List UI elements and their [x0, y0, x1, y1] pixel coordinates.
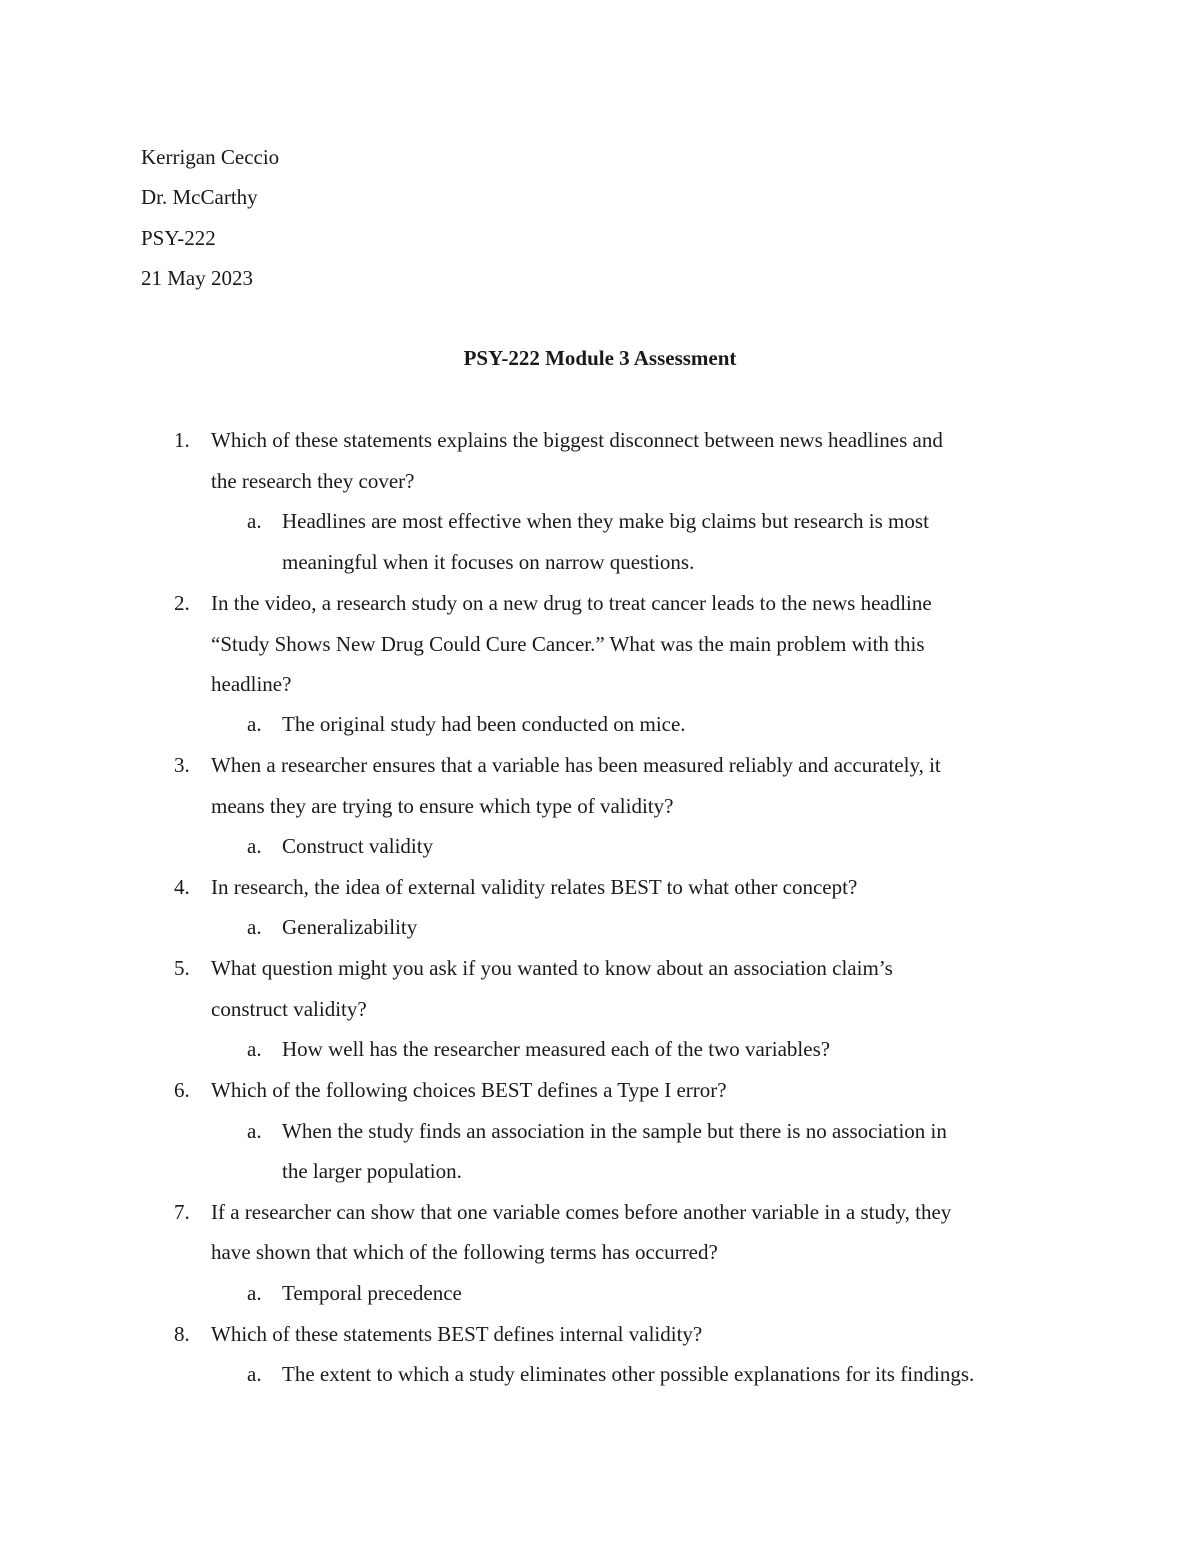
answer-letter: a. — [247, 1037, 262, 1061]
question-number: 5. — [174, 956, 190, 980]
question-text: In the video, a research study on a new drug to treat cancer leads to the news headline — [211, 591, 932, 615]
question-number: 4. — [174, 875, 190, 899]
answer-letter: a. — [247, 1362, 262, 1386]
answer-text: Construct validity — [282, 834, 434, 858]
question-text: Which of the following choices BEST defines a Type I error? — [211, 1078, 727, 1102]
question-text: means they are trying to ensure which type of validity? — [211, 794, 674, 818]
answer-text: The original study had been conducted on mice. — [282, 712, 686, 736]
question-text: What question might you ask if you wanted to know about an association claim’s — [211, 956, 893, 980]
question-text: construct validity? — [211, 997, 367, 1021]
question-text: If a researcher can show that one variable comes before another variable in a study, they — [211, 1200, 952, 1224]
question-number: 8. — [174, 1322, 190, 1346]
question-number: 7. — [174, 1200, 190, 1224]
document-title: PSY-222 Module 3 Assessment — [463, 346, 737, 370]
answer-letter: a. — [247, 834, 262, 858]
question-text: In research, the idea of external validity relates BEST to what other concept? — [211, 875, 858, 899]
submission-date: 21 May 2023 — [141, 266, 253, 290]
question-number: 6. — [174, 1078, 190, 1102]
answer-letter: a. — [247, 1281, 262, 1305]
answer-letter: a. — [247, 509, 262, 533]
answer-letter: a. — [247, 915, 262, 939]
question-text: headline? — [211, 672, 292, 696]
question-text: “Study Shows New Drug Could Cure Cancer.” What was the main problem with this — [211, 632, 925, 656]
question-text: the research they cover? — [211, 469, 415, 493]
answer-text: meaningful when it focuses on narrow questions. — [282, 550, 695, 574]
answer-letter: a. — [247, 1119, 262, 1143]
answer-text: Generalizability — [282, 915, 418, 939]
question-text: Which of these statements BEST defines internal validity? — [211, 1322, 703, 1346]
question-number: 3. — [174, 753, 190, 777]
question-text: Which of these statements explains the biggest disconnect between news headlines and — [211, 428, 943, 452]
question-number: 1. — [174, 428, 190, 452]
answer-text: Headlines are most effective when they make big claims but research is most — [282, 509, 929, 533]
answer-text: the larger population. — [282, 1159, 462, 1183]
answer-text: How well has the researcher measured each of the two variables? — [282, 1037, 831, 1061]
instructor-name: Dr. McCarthy — [141, 185, 258, 209]
question-text: When a researcher ensures that a variable has been measured reliably and accurately, it — [211, 753, 941, 777]
answer-text: Temporal precedence — [282, 1281, 462, 1305]
question-number: 2. — [174, 591, 190, 615]
answer-text: The extent to which a study eliminates other possible explanations for its findings. — [282, 1362, 975, 1386]
answer-letter: a. — [247, 712, 262, 736]
course-code: PSY-222 — [141, 226, 216, 250]
student-name: Kerrigan Ceccio — [141, 145, 280, 169]
answer-text: When the study finds an association in the sample but there is no association in — [282, 1119, 947, 1143]
question-text: have shown that which of the following terms has occurred? — [211, 1240, 718, 1264]
